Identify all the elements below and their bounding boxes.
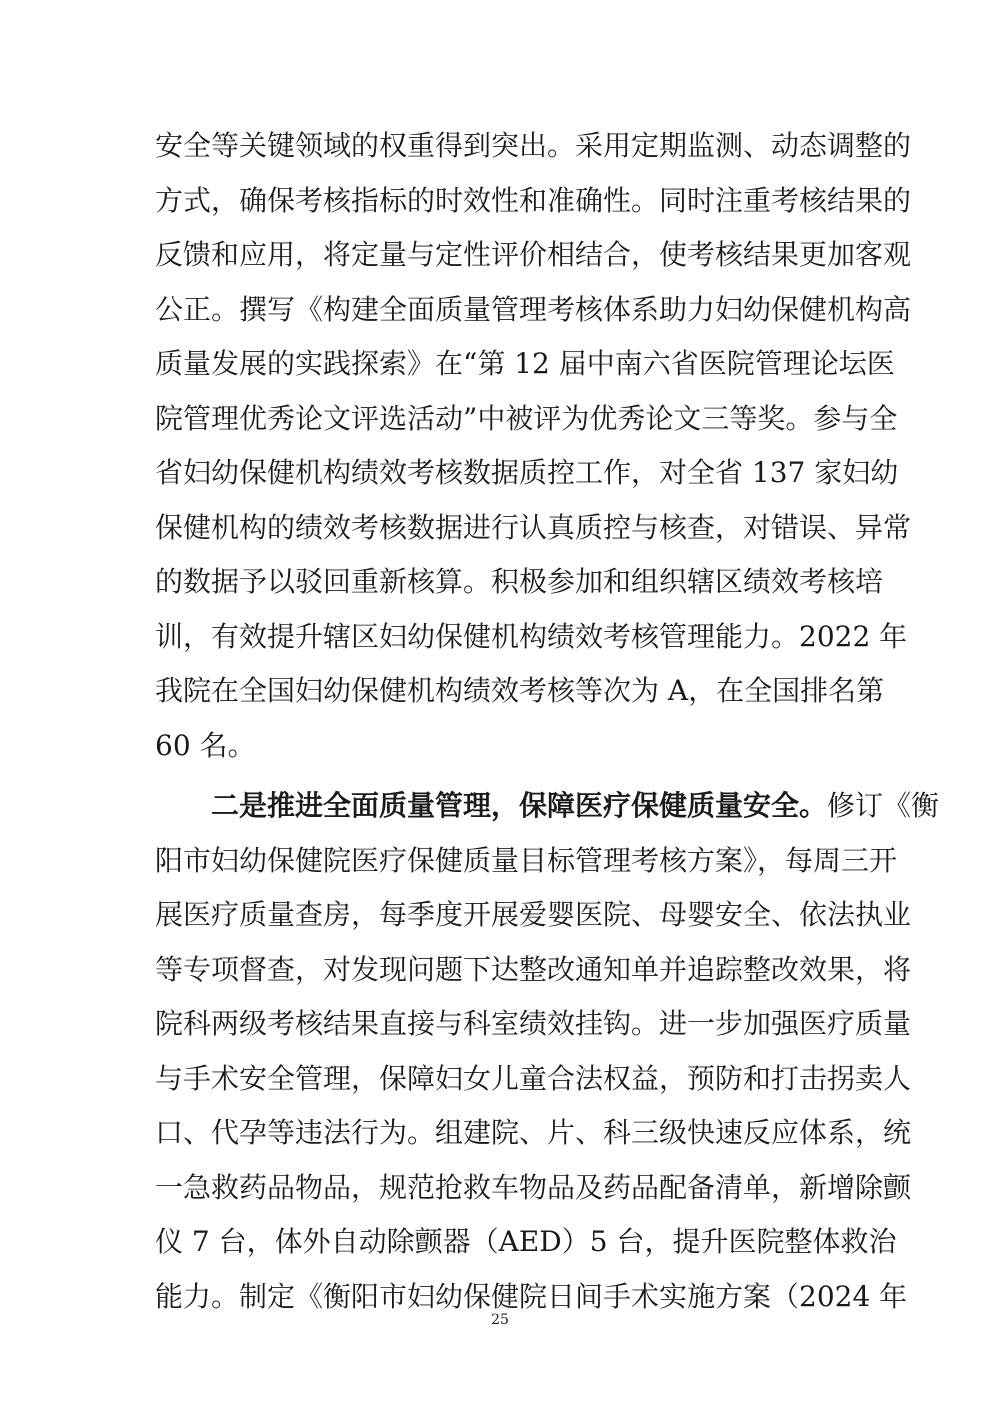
text-line: 阳市妇幼保健院医疗保健质量目标管理考核方案》，每周三开 <box>155 843 898 877</box>
text-line: 的数据予以驳回重新核算。积极参加和组织辖区绩效考核培 <box>155 565 884 598</box>
text-line: 院管理优秀论文评选活动”中被评为优秀论文三等奖。参与全 <box>155 401 898 435</box>
text-line: 方式，确保考核指标的时效性和准确性。同时注重考核结果的 <box>155 183 912 217</box>
text-span: 修订《衡 <box>827 789 940 822</box>
page-number: 25 <box>491 1312 509 1328</box>
text-line: 安全等关键领域的权重得到突出。采用定期监测、动态调整的 <box>155 129 912 162</box>
text-line: 保健机构的绩效考核数据进行认真质控与核查，对错误、异常 <box>155 510 912 544</box>
paragraph-1 <box>155 119 912 773</box>
text-line: 公正。撰写《构建全面质量管理考核体系助力妇幼保健机构高 <box>155 292 912 326</box>
text-line: 展医疗质量查房，每季度开展爱婴医院、母婴安全、依法执业 <box>155 898 912 931</box>
text-line: 仪 7 台，体外自动除颤器（AED）5 台，提升医院整体救治 <box>155 1225 897 1258</box>
paragraph-heading-line <box>155 779 940 834</box>
document-page <box>155 119 940 1324</box>
text-line: 与手术安全管理，保障妇女儿童合法权益，预防和打击拐卖人 <box>155 1061 912 1095</box>
text-line: 60 名。 <box>155 728 256 762</box>
text-line: 一急救药品物品，规范抢救车物品及药品配备清单，新增除颤 <box>155 1170 912 1204</box>
text-line: 等专项督查，对发现问题下达整改通知单并追踪整改效果，将 <box>155 952 912 986</box>
text-line: 院科两级考核结果直接与科室绩效挂钩。进一步加强医疗质量 <box>155 1007 912 1040</box>
text-line: 能力。制定《衡阳市妇幼保健院日间手术实施方案（2024 年 <box>155 1279 908 1313</box>
text-line: 质量发展的实践探索》在“第 12 届中南六省医院管理论坛医 <box>155 347 895 380</box>
text-line: 口、代孕等违法行为。组建院、片、科三级快速反应体系，统 <box>155 1116 912 1149</box>
text-line: 省妇幼保健机构绩效考核数据质控工作，对全省 137 家妇幼 <box>155 456 899 489</box>
text-line: 我院在全国妇幼保健机构绩效考核等次为 A，在全国排名第 <box>155 674 885 707</box>
paragraph-heading: 二是推进全面质量管理，保障医疗保健质量安全。 <box>211 789 828 822</box>
text-line: 反馈和应用，将定量与定性评价相结合，使考核结果更加客观 <box>155 238 912 271</box>
paragraph-2 <box>155 779 940 1324</box>
text-line: 训，有效提升辖区妇幼保健机构绩效考核管理能力。2022 年 <box>155 619 908 653</box>
